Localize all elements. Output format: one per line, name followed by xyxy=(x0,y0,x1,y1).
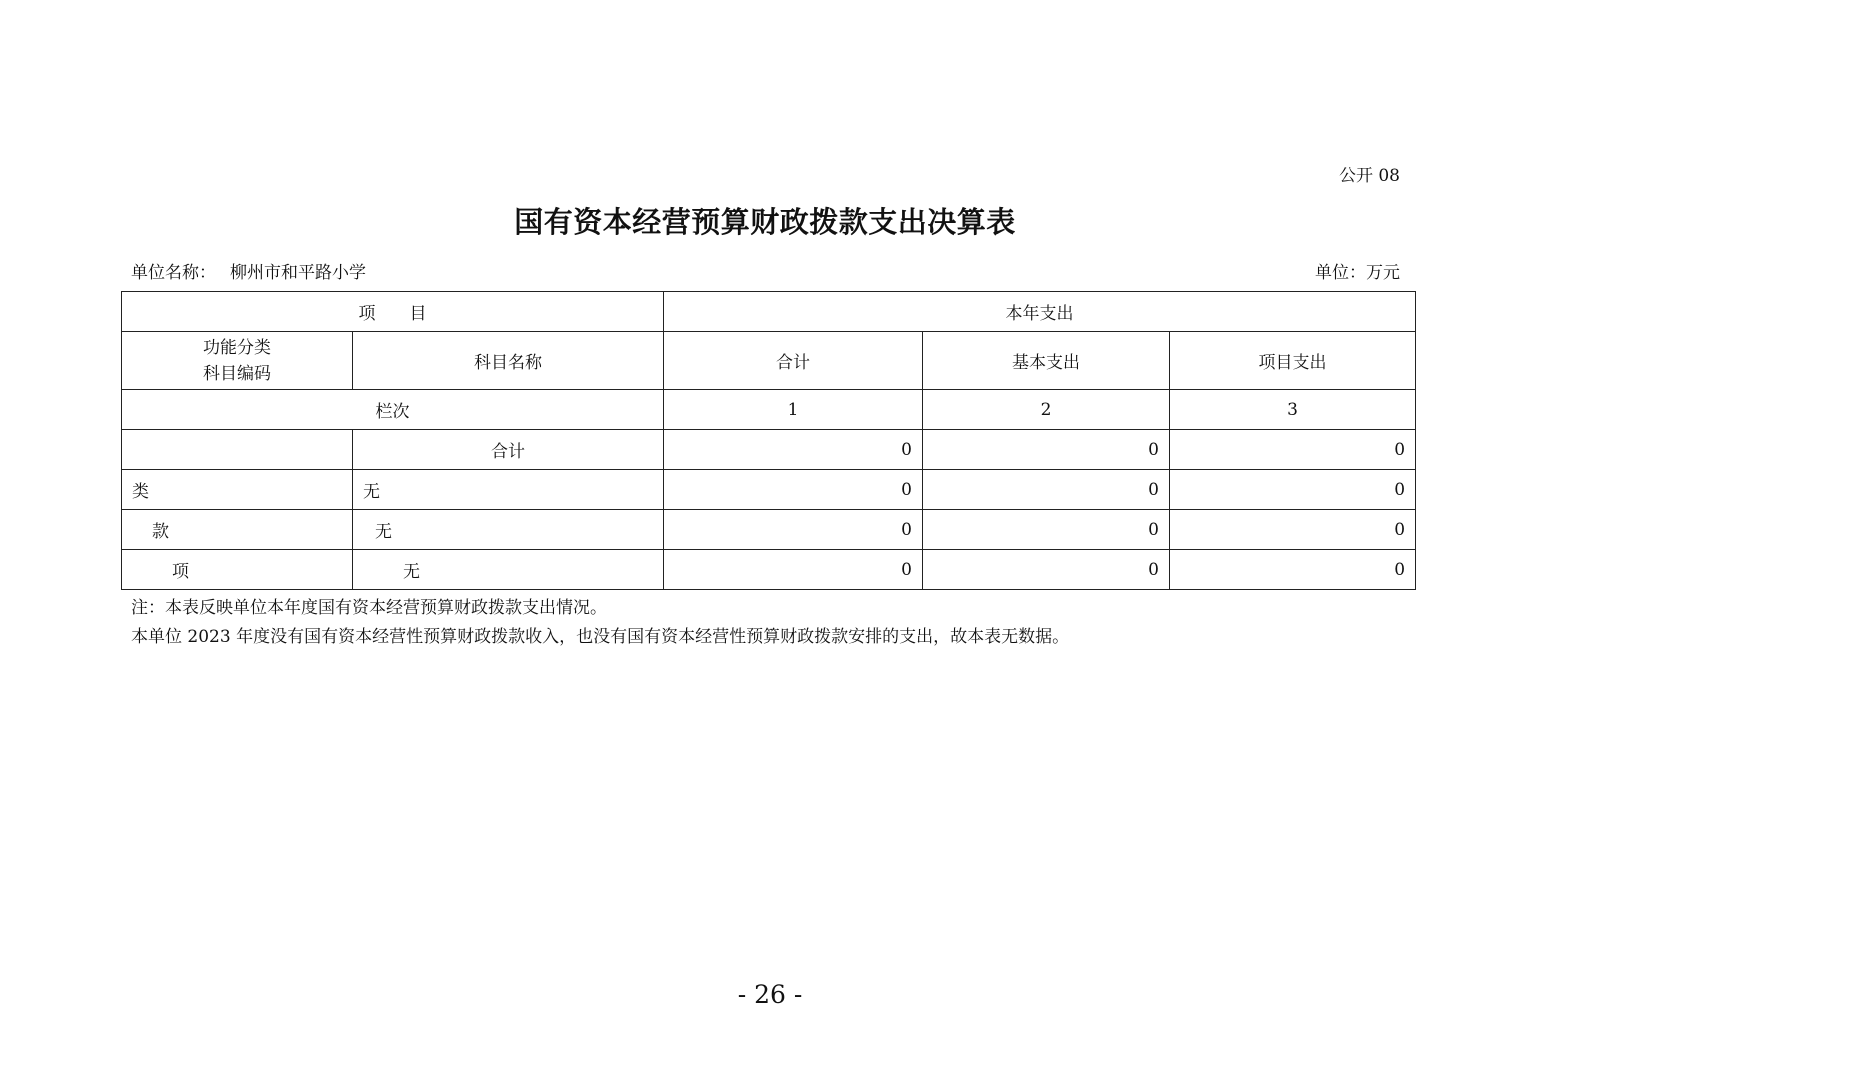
row-basic: 0 xyxy=(923,510,1170,550)
column-index-row xyxy=(122,390,1416,430)
table-row xyxy=(122,470,1416,510)
header-func-code-line1: 功能分类 xyxy=(203,337,271,358)
header-func-code xyxy=(122,332,353,390)
table-header-row-1 xyxy=(122,292,1416,332)
row-basic: 0 xyxy=(923,430,1170,470)
row-project: 0 xyxy=(1170,550,1416,590)
unit-name-value: 柳州市和平路小学 xyxy=(230,263,366,283)
row-total: 0 xyxy=(664,470,923,510)
header-current-year: 本年支出 xyxy=(664,292,1416,332)
row-code xyxy=(122,430,353,470)
column-index-2: 2 xyxy=(923,390,1170,430)
row-code: 项 xyxy=(122,550,353,590)
page-title: 国有资本经营预算财政拨款支出决算表 xyxy=(514,205,1016,239)
row-basic: 0 xyxy=(923,550,1170,590)
no-data-statement: 本单位 2023 年度没有国有资本经营性预算财政拨款收入，也没有国有资本经营性预算财政拨款安排的支出，故本表无数据。 xyxy=(131,627,1070,647)
row-project: 0 xyxy=(1170,510,1416,550)
table-row xyxy=(122,430,1416,470)
row-code: 款 xyxy=(122,510,353,550)
row-name: 无 xyxy=(353,550,664,590)
row-project: 0 xyxy=(1170,470,1416,510)
column-index-3: 3 xyxy=(1170,390,1416,430)
unit-name-line xyxy=(131,258,366,283)
row-total: 0 xyxy=(664,510,923,550)
header-basic: 基本支出 xyxy=(923,332,1170,390)
currency-unit-label: 单位：万元 xyxy=(1315,263,1400,283)
budget-table xyxy=(121,291,1416,590)
row-basic: 0 xyxy=(923,470,1170,510)
row-project: 0 xyxy=(1170,430,1416,470)
header-func-code-line2: 科目编码 xyxy=(203,363,271,384)
column-index-1: 1 xyxy=(664,390,923,430)
header-subject-name: 科目名称 xyxy=(353,332,664,390)
page-number: - 26 - xyxy=(737,980,803,1009)
column-index-label: 栏次 xyxy=(122,390,664,430)
unit-name-label: 单位名称： xyxy=(131,263,216,283)
table-row xyxy=(122,550,1416,590)
table-header-row-2 xyxy=(122,332,1416,390)
table-row xyxy=(122,510,1416,550)
header-project-exp: 项目支出 xyxy=(1170,332,1416,390)
table-note: 注：本表反映单位本年度国有资本经营预算财政拨款支出情况。 xyxy=(131,598,607,618)
header-project: 项 目 xyxy=(122,292,664,332)
row-total: 0 xyxy=(664,550,923,590)
row-code: 类 xyxy=(122,470,353,510)
row-name: 无 xyxy=(353,470,664,510)
row-name: 无 xyxy=(353,510,664,550)
row-total: 0 xyxy=(664,430,923,470)
header-total: 合计 xyxy=(664,332,923,390)
row-name: 合计 xyxy=(353,430,664,470)
document-code: 公开 08 xyxy=(1338,166,1400,186)
